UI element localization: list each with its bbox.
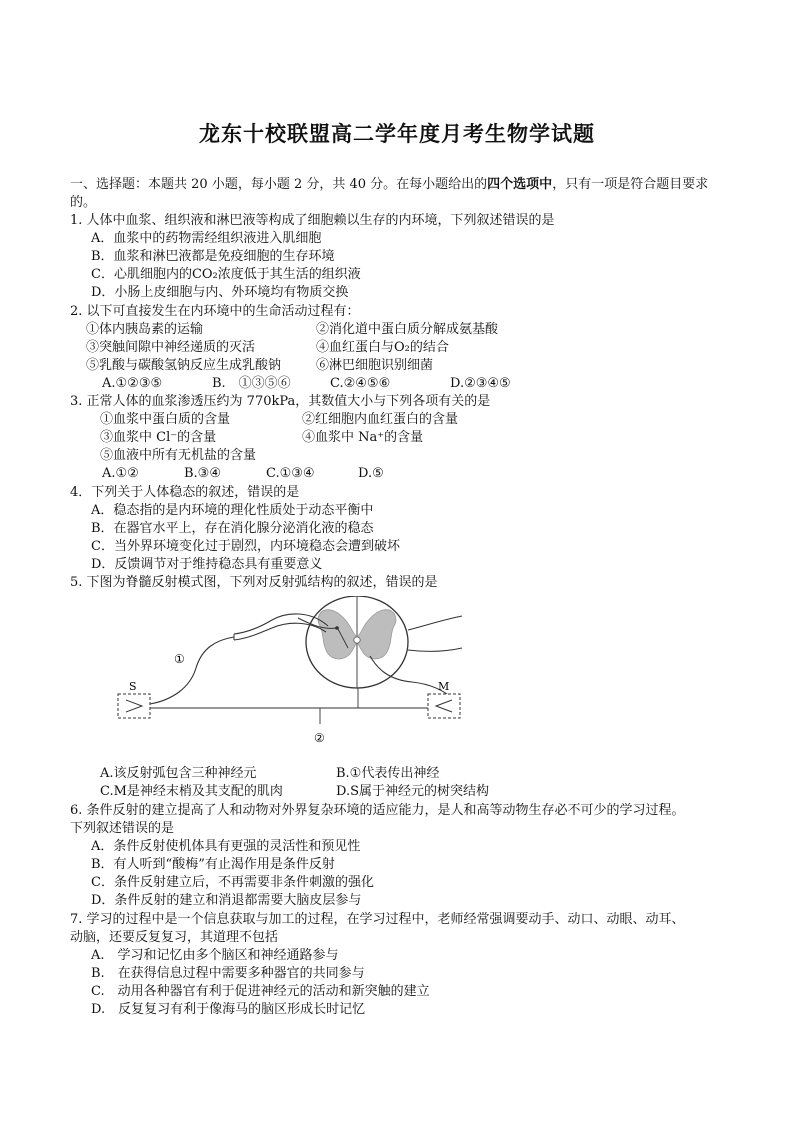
q7-option-d: D. 反复复习有利于像海马的脑区形成长时记忆 (91, 1002, 366, 1017)
q3-stem: 3. 正常人体的血浆渗透压约为 770kPa，其数值大小与下列各项有关的是 (70, 394, 491, 409)
q5-option-d: D.S属于神经元的树突结构 (336, 784, 489, 799)
q2-stem: 2. 以下可直接发生在内环境中的生命活动过程有： (70, 304, 360, 319)
q1-option-b: B．血浆和淋巴液都是免疫细胞的生存环境 (91, 249, 335, 264)
q3-option-b: B.③④ (184, 466, 221, 481)
label-2: ② (314, 731, 325, 745)
q2-option-c: C.②④⑤⑥ (330, 376, 391, 391)
q2-option-d: D.②③④⑤ (450, 376, 511, 391)
receptor-box (118, 694, 150, 718)
afferent-nerve (150, 637, 234, 704)
q4-option-d: D．反馈调节对于维持稳态具有重要意义 (91, 557, 323, 572)
q1-option-d: D．小肠上皮细胞与内、外环境均有物质交换 (91, 285, 349, 300)
q4-option-a: A．稳态指的是内环境的理化性质处于动态平衡中 (91, 503, 374, 518)
q4-option-b: B．在器官水平上，存在消化腺分泌消化液的稳态 (91, 521, 374, 536)
cord-side-line-upper (408, 616, 462, 630)
label-m: M (438, 680, 450, 693)
q2-item-1: ①体内胰岛素的运输 (86, 322, 204, 337)
q2-item-5: ⑤乳酸与碳酸氢钠反应生成乳酸钠 (86, 358, 282, 373)
q2-item-3: ③突触间隙中神经递质的灭活 (86, 340, 256, 355)
cord-side-line-lower (408, 648, 462, 651)
label-s: S (129, 680, 137, 693)
q5-option-b: B.①代表传出神经 (336, 766, 440, 781)
section-intro (70, 176, 725, 212)
q6-option-b: B．有人听到“酸梅”有止渴作用是条件反射 (91, 857, 335, 872)
page-title: 龙东十校联盟高二学年度月考生物学试题 (199, 122, 595, 146)
q7-option-b: B. 在获得信息过程中需要多种器官的共同参与 (91, 966, 365, 981)
q3-item-5: ⑤血液中所有无机盐的含量 (100, 448, 257, 463)
q2-item-2: ②消化道中蛋白质分解成氨基酸 (316, 322, 499, 337)
q1-option-c: C．心肌细胞内的CO₂浓度低于其生活的组织液 (91, 267, 361, 282)
q5-stem: 5. 下图为脊髓反射模式图，下列对反射弧结构的叙述，错误的是 (70, 575, 438, 590)
q1-option-a: A．血浆中的药物需经组织液进入肌细胞 (91, 231, 322, 246)
central-canal (354, 637, 360, 643)
q7-option-c: C. 动用各种器官有利于促进神经元的活动和新突触的建立 (91, 984, 430, 999)
q7-stem: 7. 学习的过程中是一个信息获取与加工的过程，在学习过程中，老师经常强调要动手、动口、动眼、动耳、 (70, 912, 685, 927)
section-intro-post: ，只有一项是符合题目要求的。 (70, 177, 709, 210)
q3-item-4: ④血浆中 Na⁺的含量 (302, 430, 424, 445)
q3-option-d: D.⑤ (358, 466, 384, 481)
q6-stem: 6. 条件反射的建立提高了人和动物对外界复杂环境的适应能力，是人和高等动物生存必不可少的学习过程。 (70, 803, 685, 818)
q2-option-b: B. ①③⑤⑥ (212, 376, 291, 391)
section-intro-pre: 本题共 20 小题，每小题 2 分，共 40 分。在每小题给出的 (148, 177, 488, 192)
q3-option-a: A.①② (102, 466, 139, 481)
q3-item-3: ③血浆中 Cl⁻的含量 (100, 430, 217, 445)
q6-option-c: C．条件反射建立后，不再需要非条件刺激的强化 (91, 875, 374, 890)
q2-option-a: A.①②③⑤ (102, 376, 163, 391)
q6-option-a: A．条件反射使机体具有更强的灵活性和预见性 (91, 839, 361, 854)
q1-stem: 1. 人体中血浆、组织液和淋巴液等构成了细胞赖以生存的内环境，下列叙述错误的是 (70, 213, 555, 228)
section-heading: 一、选择题： (70, 177, 149, 192)
q2-item-4: ④血红蛋白与O₂的结合 (316, 340, 449, 355)
q4-stem: 4．下列关于人体稳态的叙述，错误的是 (70, 485, 300, 500)
q2-item-6: ⑥淋巴细胞识别细菌 (316, 358, 434, 373)
q3-option-c: C.①③④ (266, 466, 315, 481)
reflex-arc-diagram (112, 596, 464, 746)
q7-option-a: A. 学习和记忆由多个脑区和神经通路参与 (91, 948, 339, 963)
q5-option-a: A.该反射弧包含三种神经元 (100, 766, 257, 781)
q3-item-1: ①血浆中蛋白质的含量 (100, 412, 231, 427)
q4-option-c: C．当外界环境变化过于剧烈，内环境稳态会遭到破坏 (91, 539, 400, 554)
q5-option-c: C.M是神经末梢及其支配的肌肉 (100, 784, 283, 799)
q6-option-d: D．条件反射的建立和消退都需要大脑皮层参与 (91, 893, 362, 908)
q3-item-2: ②红细胞内血红蛋白的含量 (302, 412, 459, 427)
section-intro-bold: 四个选项中 (487, 177, 553, 192)
effector-box (428, 694, 460, 718)
q7-stem-cont: 动脑，还要反复复习，其道理不包括 (70, 930, 279, 945)
q6-stem-cont: 下列叙述错误的是 (70, 821, 175, 836)
label-1: ① (174, 652, 185, 666)
